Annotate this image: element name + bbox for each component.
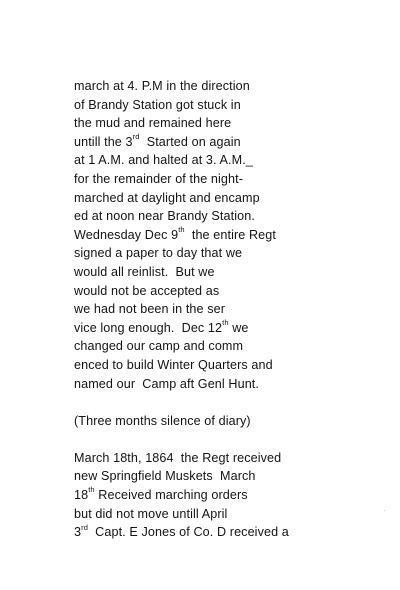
line-text: untill the 3: [74, 134, 133, 149]
text-line: we had not been in the ser: [74, 302, 226, 317]
text-line: the mud and remained here: [74, 116, 232, 131]
text-line: [74, 133, 394, 152]
text-line: new Springfield Muskets March: [74, 469, 256, 484]
text-line: named our Camp aft Genl Hunt.: [74, 376, 260, 391]
text-line: March 18th, 1864 the Regt received: [74, 450, 282, 465]
line-text: vice long enough. Dec 12: [74, 320, 223, 335]
line-text: 3: [74, 525, 82, 540]
text-line: [74, 319, 394, 338]
ordinal-superscript: th: [222, 318, 229, 328]
ordinal-superscript: rd: [132, 132, 140, 142]
line-text: Started on again: [139, 134, 241, 149]
text-line: [74, 226, 394, 245]
line-text: Wednesday Dec 9: [74, 227, 179, 242]
diary-transcription: [74, 77, 394, 542]
line-text: 18: [74, 488, 89, 503]
paper-speck: [384, 510, 385, 511]
ordinal-superscript: th: [178, 225, 185, 235]
text-line: ed at noon near Brandy Station.: [74, 209, 255, 224]
blank-line: [74, 430, 394, 449]
text-line: enced to build Winter Quarters and: [74, 357, 273, 372]
text-line: marched at daylight and encamp: [74, 190, 260, 205]
text-line: would not be accepted as: [74, 283, 220, 298]
ordinal-superscript: rd: [81, 522, 88, 532]
text-line: of Brandy Station got stuck in: [74, 97, 241, 112]
text-line: changed our camp and comm: [74, 339, 244, 354]
text-line: at 1 A.M. and halted at 3. A.M._: [74, 153, 253, 168]
line-text: the entire Regt: [184, 227, 276, 242]
text-line: but did not move untill April: [74, 506, 228, 521]
text-line: march at 4. P.M in the direction: [74, 79, 250, 93]
line-text: Capt. E Jones of Co. D received a: [87, 525, 289, 540]
text-line: for the remainder of the night-: [74, 171, 244, 186]
text-line: would all reinlist. But we: [74, 264, 215, 279]
text-line: [74, 523, 394, 542]
blank-line: [74, 393, 394, 412]
text-line: [74, 486, 394, 505]
text-line: (Three months silence of diary): [74, 413, 251, 428]
ordinal-superscript: th: [88, 485, 95, 495]
text-line: signed a paper to day that we: [74, 246, 243, 261]
line-text: we: [228, 320, 249, 335]
line-text: Received marching orders: [94, 488, 248, 503]
